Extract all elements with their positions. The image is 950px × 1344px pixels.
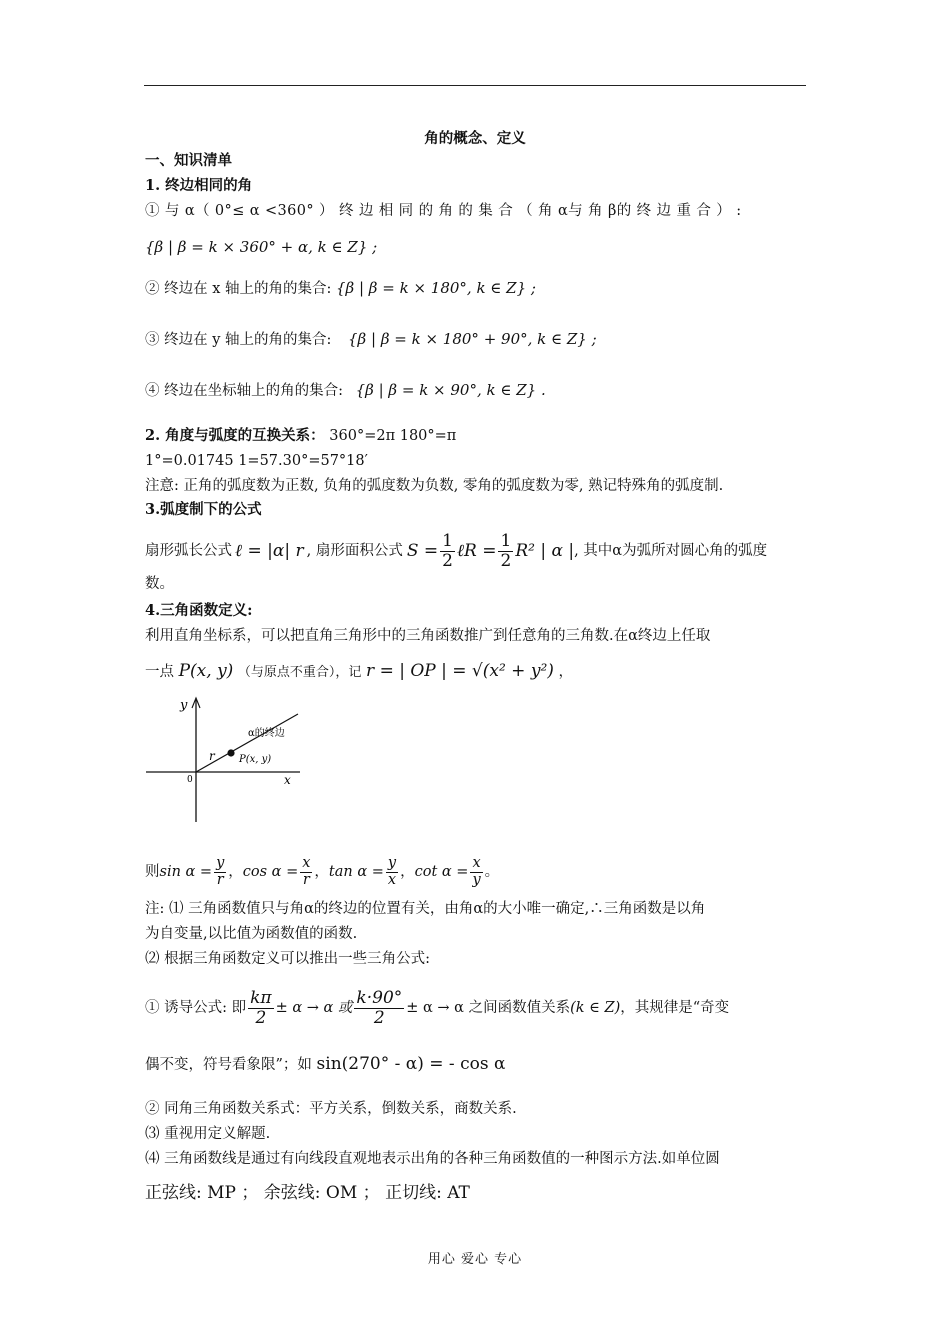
heading-coterminal: 1. 终边相同的角 xyxy=(145,177,253,194)
separator: ， xyxy=(314,864,329,880)
x-axis-label: ② 终边在 x 轴上的角的集合: xyxy=(145,281,332,297)
point-definition-line xyxy=(145,662,573,682)
heading-trig-definition: 4.三角函数定义: xyxy=(145,602,253,619)
cot-def: cot α = xyxy=(414,864,469,880)
page-title: 角的概念、定义 xyxy=(424,130,526,147)
area-formula-r2: R² | α | xyxy=(515,541,575,561)
fig-point-label: P(x, y) xyxy=(239,754,272,765)
fraction-denominator: x xyxy=(387,871,397,888)
radian-conversion: 360°=2π 180°=π xyxy=(329,428,457,444)
coordinate-figure xyxy=(140,692,310,832)
section-heading-knowledge: 一、知识清单 xyxy=(145,152,232,169)
cos-fraction xyxy=(300,856,312,889)
tan-fraction xyxy=(386,856,398,889)
fraction-numerator: y xyxy=(216,854,225,871)
fraction-denominator: 2 xyxy=(500,550,512,571)
sin-fraction xyxy=(214,856,226,889)
set-coterminal: {β | β = k × 360° + α, k ∈ Z} ; xyxy=(145,238,378,256)
induction-relation: ± α → α 之间函数值关系 xyxy=(406,1000,571,1016)
radian-note: 注意: 正角的弧度数为正数, 负角的弧度数为负数, 零角的弧度数为零, 熟记特殊角的弧度制. xyxy=(145,478,724,494)
fraction-numerator: 1 xyxy=(500,530,512,551)
fraction-numerator: kπ xyxy=(250,987,272,1008)
then-label: 则 xyxy=(145,864,160,880)
fraction-numerator: x xyxy=(302,854,311,871)
point-label: 一点 xyxy=(145,664,174,680)
degree-radian-values: 1°=0.01745 1=57.30°=57°18′ xyxy=(145,453,368,469)
axes-label: ④ 终边在坐标轴上的角的集合: xyxy=(145,383,343,399)
fraction-denominator: y xyxy=(472,871,481,888)
induction-rule-end: 偶不变，符号看象限”；如 xyxy=(145,1057,312,1073)
arc-length-label: 扇形弧长公式 xyxy=(145,543,232,559)
y-axis-set-line xyxy=(145,330,597,349)
sector-formula-line xyxy=(145,531,767,571)
heading-radian-formulas: 3.弧度制下的公式 xyxy=(145,501,262,518)
tan-def: tan α = xyxy=(328,864,384,880)
set-x-axis: {β | β = k × 180°, k ∈ Z} ; xyxy=(336,279,536,297)
central-angle-note: , 其中α为弧所对圆心角的弧度 xyxy=(574,543,768,559)
note-2: ⑵ 根据三角函数定义可以推出一些三角公式: xyxy=(145,951,430,967)
fig-origin-label: 0 xyxy=(187,775,193,785)
fraction-numerator: k·90° xyxy=(356,987,403,1008)
note-1b: 为自变量,以比值为函数值的函数. xyxy=(145,926,358,942)
induction-rule: ，其规律是“奇变 xyxy=(620,1000,730,1016)
fig-r-label: r xyxy=(209,749,215,763)
y-axis-label: ③ 终边在 y 轴上的角的集合: xyxy=(145,332,332,348)
heading-radian: 2. 角度与弧度的互换关系： xyxy=(145,427,325,444)
fraction-denominator: r xyxy=(216,871,224,888)
fraction-half xyxy=(440,532,455,570)
header-rule xyxy=(144,85,806,86)
induction-mid: ± α → α 或 xyxy=(275,1000,353,1016)
set-y-axis: {β | β = k × 180° + 90°, k ∈ Z} ; xyxy=(348,330,597,348)
sector-area-label: , 扇形面积公式 xyxy=(306,543,403,559)
comma: ， xyxy=(558,664,573,680)
sector-note-end: 数。 xyxy=(145,576,174,592)
note-1a: 注: ⑴ 三角函数值只与角α的终边的位置有关，由角α的大小唯一确定,∴三角函数是以角 xyxy=(145,901,706,917)
induction-fraction-2 xyxy=(354,989,404,1027)
cot-fraction xyxy=(470,856,482,889)
separator: ， xyxy=(400,864,415,880)
fig-x-label: x xyxy=(284,773,291,787)
fraction-numerator: y xyxy=(387,854,397,871)
period: 。 xyxy=(484,864,500,880)
arc-length-formula: ℓ = |α| r xyxy=(235,541,304,561)
page-footer: 用心 爱心 专心 xyxy=(427,1252,523,1267)
fraction-denominator: 2 xyxy=(373,1007,385,1028)
trig-lines: 正弦线: MP ； 余弦线: OM ； 正切线: AT xyxy=(145,1183,470,1203)
fraction-denominator: r xyxy=(302,871,310,888)
separator: ， xyxy=(228,864,243,880)
note-4: ⑷ 三角函数线是通过有向线段直观地表示出角的各种三角函数值的一种图示方法.如单位圆 xyxy=(145,1151,720,1167)
point-p: P(x, y) xyxy=(178,661,234,681)
induction-label: ① 诱导公式: 即 xyxy=(145,1000,247,1016)
set-axes: {β | β = k × 90°, k ∈ Z} . xyxy=(355,381,546,399)
fraction-half-2 xyxy=(498,532,513,570)
cos-def: cos α = xyxy=(242,864,299,880)
same-angle-relations: ② 同角三角函数关系式：平方关系，倒数关系，商数关系. xyxy=(145,1101,517,1117)
fraction-numerator: 1 xyxy=(442,530,453,551)
radius-formula: r = | OP | = √(x² + y²) xyxy=(366,661,554,681)
not-origin-note: （与原点不重合），记 xyxy=(237,665,362,680)
fraction-denominator: 2 xyxy=(442,550,453,571)
area-formula-lr: ℓR = xyxy=(456,541,497,561)
radian-conversion-line xyxy=(145,427,456,445)
trig-definition-text: 利用直角坐标系，可以把直角三角形中的三角函数推广到任意角的三角数.在α终边上任取 xyxy=(145,628,711,644)
coterminal-text: ① 与 α（ 0°≤ α <360° ） 终 边 相 同 的 角 的 集 合 （ 角 α与 角 β的 终 边 重 合 ） : xyxy=(145,203,742,219)
area-formula-s: S = xyxy=(406,541,439,561)
note-3: ⑶ 重视用定义解题. xyxy=(145,1126,271,1142)
induction-fraction-1 xyxy=(248,989,273,1027)
induction-example: sin(270° - α) = - cos α xyxy=(316,1054,506,1074)
induction-example-line xyxy=(145,1055,505,1074)
x-axis-set-line xyxy=(145,279,536,298)
point-p-dot xyxy=(227,749,234,756)
fig-ray-label: α的终边 xyxy=(248,728,285,739)
trig-ratios-line xyxy=(145,852,499,892)
fraction-numerator: x xyxy=(472,854,481,871)
sin-def: sin α = xyxy=(159,864,213,880)
fraction-denominator: 2 xyxy=(255,1007,267,1028)
fig-y-label: y xyxy=(180,698,188,713)
induction-formula-line xyxy=(145,983,729,1033)
k-in-z: (k ∈ Z) xyxy=(570,1000,621,1016)
axes-set-line xyxy=(145,381,546,400)
